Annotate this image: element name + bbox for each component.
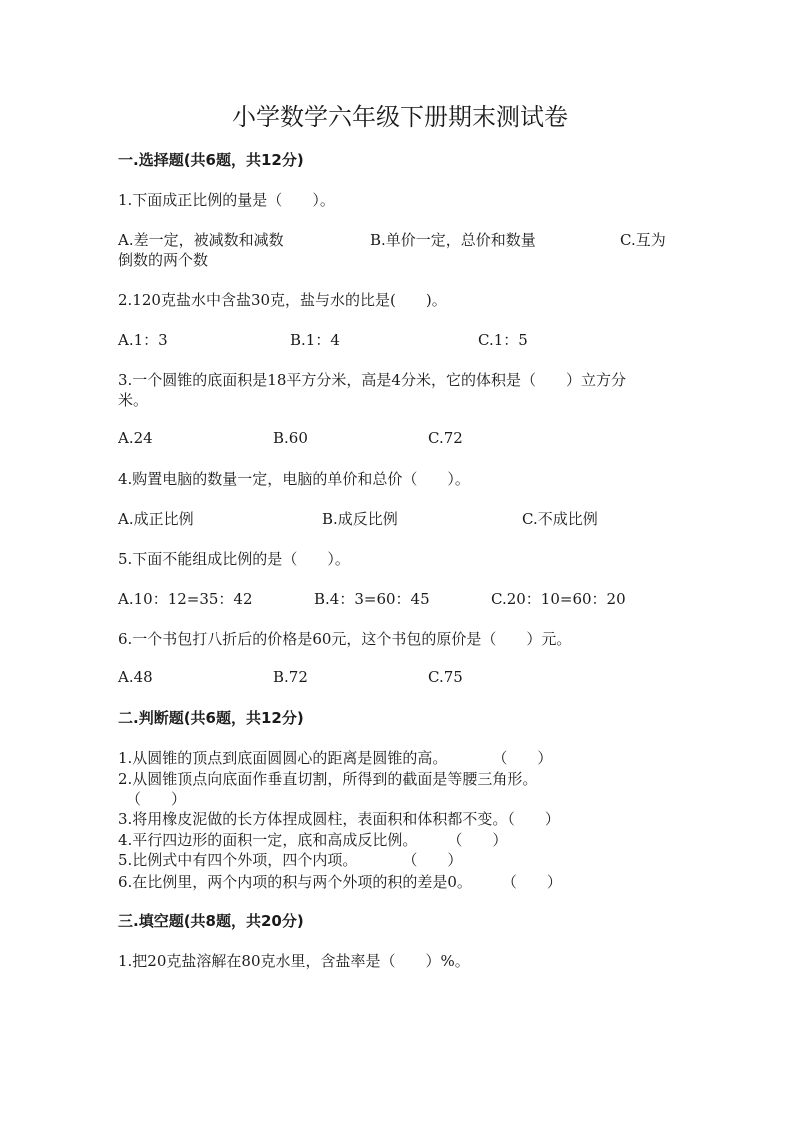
option-a: A.48 [118, 668, 153, 686]
option-a: A.差一定，被减数和减数 [118, 231, 284, 249]
option-b: B.成反比例 [322, 510, 398, 528]
question-stem: 3.一个圆锥的底面积是18平方分米，高是4分米，它的体积是（ ）立方分 [118, 371, 626, 389]
judgment-item: 2.从圆锥顶点向底面作垂直切割，所得到的截面是等腰三角形。 [118, 770, 538, 788]
question-stem: 1.下面成正比例的量是（ ）。 [118, 191, 335, 209]
fill-in-item: 1.把20克盐溶解在80克水里，含盐率是（ ）%。 [118, 952, 470, 970]
judgment-item-continuation: （ ） [126, 790, 187, 808]
question-stem: 5.下面不能组成比例的是（ ）。 [118, 550, 350, 568]
question-stem: 6.一个书包打八折后的价格是60元，这个书包的原价是（ ）元。 [118, 630, 572, 648]
judgment-item: 1.从圆锥的顶点到底面圆圆心的距离是圆锥的高。 （ ） [118, 749, 553, 767]
option-a: A.成正比例 [118, 510, 194, 528]
option-a: A.24 [118, 429, 153, 447]
section-heading-fill-in: 三.填空题(共8题，共20分) [118, 912, 304, 930]
judgment-item: 4.平行四边形的面积一定，底和高成反比例。 （ ） [118, 831, 508, 849]
option-b: B.单价一定，总价和数量 [370, 231, 536, 249]
option-c: C.20：10=60：20 [491, 590, 626, 608]
option-b: B.72 [273, 668, 308, 686]
question-stem-continuation: 米。 [118, 391, 149, 409]
question-stem: 2.120克盐水中含盐30克，盐与水的比是( )。 [118, 291, 447, 309]
option-continuation: 倒数的两个数 [118, 251, 209, 269]
page-title: 小学数学六年级下册期末测试卷 [232, 103, 568, 131]
option-c: C.不成比例 [522, 510, 598, 528]
judgment-item: 3.将用橡皮泥做的长方体捏成圆柱，表面积和体积都不变。（ ） [118, 810, 560, 828]
section-heading-choice: 一.选择题(共6题，共12分) [118, 151, 304, 169]
judgment-item: 6.在比例里，两个内项的积与两个外项的积的差是0。 （ ） [118, 873, 562, 891]
option-b: B.60 [273, 429, 308, 447]
section-heading-judgment: 二.判断题(共6题，共12分) [118, 709, 304, 727]
option-c: C.1：5 [478, 331, 528, 349]
option-c: C.72 [428, 429, 463, 447]
judgment-item: 5.比例式中有四个外项，四个内项。 （ ） [118, 851, 463, 869]
option-c: C.互为 [620, 231, 666, 249]
option-c: C.75 [428, 668, 463, 686]
option-b: B.1：4 [290, 331, 340, 349]
question-stem: 4.购置电脑的数量一定，电脑的单价和总价（ ）。 [118, 470, 470, 488]
option-a: A.1：3 [118, 331, 168, 349]
option-b: B.4：3=60：45 [314, 590, 430, 608]
option-a: A.10：12=35：42 [118, 590, 253, 608]
